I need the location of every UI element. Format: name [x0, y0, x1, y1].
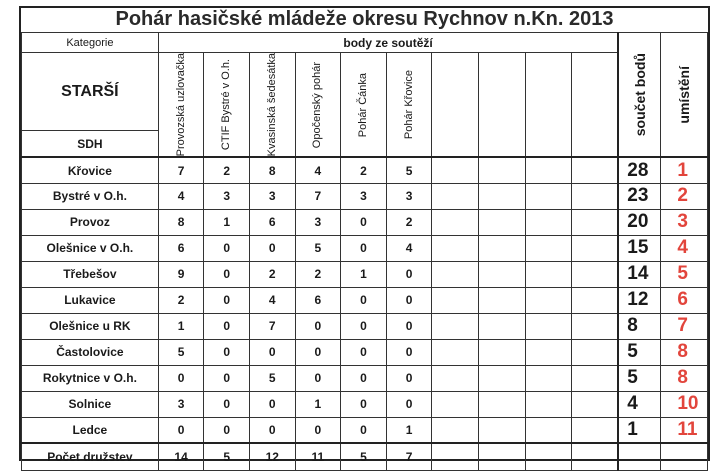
count-cell: 5 [341, 443, 387, 470]
comp-header-5 [386, 53, 432, 158]
place-cell: 2 [661, 183, 708, 209]
team-name: Třebešov [22, 261, 159, 287]
score-cell: 0 [204, 417, 250, 443]
score-cell: 2 [386, 209, 432, 235]
score-cell: 4 [158, 183, 204, 209]
score-cell: 3 [158, 391, 204, 417]
empty-cell [572, 209, 619, 235]
score-cell: 0 [341, 365, 387, 391]
score-cell: 0 [249, 235, 295, 261]
count-cell: 7 [386, 443, 432, 470]
score-cell: 6 [249, 209, 295, 235]
empty-cell [432, 183, 479, 209]
table-row [22, 339, 708, 365]
team-name: Olešnice u RK [22, 313, 159, 339]
sdh-label: SDH [22, 131, 159, 158]
total-cell: 5 [618, 339, 661, 365]
total-cell: 5 [618, 365, 661, 391]
score-cell: 2 [249, 261, 295, 287]
score-cell: 0 [386, 261, 432, 287]
comp-label-5: Pohár Křovice [402, 70, 415, 140]
empty-cell [478, 287, 525, 313]
score-cell: 2 [204, 157, 250, 183]
empty-cell [432, 157, 479, 183]
count-cell: 5 [204, 443, 250, 470]
empty-cell [478, 313, 525, 339]
team-name: Rokytnice v O.h. [22, 365, 159, 391]
footer-label: Počet družstev [22, 443, 159, 470]
score-cell: 0 [204, 339, 250, 365]
score-cell: 0 [249, 339, 295, 365]
comp-label-1: CTIF Bystré v O.h. [220, 59, 233, 151]
footer-row [22, 443, 708, 470]
score-cell: 0 [249, 417, 295, 443]
place-cell: 4 [661, 235, 708, 261]
category-label: STARŠÍ [22, 53, 159, 131]
empty-cell [525, 417, 572, 443]
score-cell: 0 [341, 391, 387, 417]
table-row [22, 313, 708, 339]
comp-header-1 [204, 53, 250, 158]
table-row [22, 287, 708, 313]
empty-cell [432, 235, 479, 261]
comp-label-2: Kvasinská šedesátka [265, 53, 278, 157]
team-name: Provoz [22, 209, 159, 235]
empty-cell [525, 157, 572, 183]
score-cell: 0 [204, 287, 250, 313]
score-cell: 0 [341, 209, 387, 235]
score-cell: 0 [341, 339, 387, 365]
comp-header-2 [249, 53, 295, 158]
total-cell: 8 [618, 313, 661, 339]
score-cell: 0 [341, 313, 387, 339]
score-cell: 0 [204, 391, 250, 417]
table-row [22, 235, 708, 261]
empty-cell [478, 339, 525, 365]
empty-cell [525, 391, 572, 417]
team-name: Solnice [22, 391, 159, 417]
score-cell: 0 [386, 287, 432, 313]
empty-cell [572, 313, 619, 339]
count-cell: 12 [249, 443, 295, 470]
table-row [22, 157, 708, 183]
score-cell: 3 [295, 209, 341, 235]
total-cell: 28 [618, 157, 661, 183]
team-name: Častolovice [22, 339, 159, 365]
score-cell: 0 [341, 287, 387, 313]
empty-cell [572, 157, 619, 183]
score-cell: 0 [204, 235, 250, 261]
score-cell: 0 [295, 365, 341, 391]
score-cell: 0 [341, 235, 387, 261]
score-cell: 0 [204, 313, 250, 339]
score-cell: 0 [295, 339, 341, 365]
score-cell: 5 [295, 235, 341, 261]
empty-cell [618, 443, 661, 470]
table-body [22, 33, 708, 471]
comp-label-0: Provozská uzlovačka [174, 53, 187, 157]
empty-cell [572, 365, 619, 391]
empty-header [432, 53, 479, 158]
table-row [22, 261, 708, 287]
empty-cell [432, 443, 479, 470]
place-label: umístění [676, 65, 693, 124]
score-cell: 1 [341, 261, 387, 287]
empty-cell [432, 339, 479, 365]
empty-cell [432, 209, 479, 235]
empty-cell [478, 157, 525, 183]
results-sheet [19, 6, 710, 465]
header-row-top [22, 33, 708, 53]
team-name: Ledce [22, 417, 159, 443]
score-cell: 7 [158, 157, 204, 183]
empty-cell [525, 287, 572, 313]
place-cell: 8 [661, 365, 708, 391]
header-row-mid [22, 53, 708, 131]
score-cell: 0 [158, 417, 204, 443]
empty-cell [432, 313, 479, 339]
score-cell: 5 [158, 339, 204, 365]
score-cell: 2 [341, 157, 387, 183]
empty-cell [525, 209, 572, 235]
empty-cell [525, 365, 572, 391]
score-cell: 3 [341, 183, 387, 209]
empty-cell [661, 443, 708, 470]
score-cell: 1 [204, 209, 250, 235]
place-cell: 6 [661, 287, 708, 313]
score-cell: 1 [158, 313, 204, 339]
score-cell: 0 [341, 417, 387, 443]
score-cell: 9 [158, 261, 204, 287]
score-cell: 4 [249, 287, 295, 313]
place-cell: 1 [661, 157, 708, 183]
empty-header [478, 53, 525, 158]
empty-cell [478, 443, 525, 470]
team-name: Křovice [22, 157, 159, 183]
score-cell: 0 [386, 339, 432, 365]
score-cell: 0 [295, 417, 341, 443]
comp-header-3 [295, 53, 341, 158]
empty-header [525, 53, 572, 158]
score-cell: 8 [249, 157, 295, 183]
results-table [21, 32, 708, 471]
empty-cell [525, 235, 572, 261]
score-cell: 0 [386, 391, 432, 417]
place-cell: 3 [661, 209, 708, 235]
score-cell: 5 [249, 365, 295, 391]
empty-cell [478, 261, 525, 287]
place-cell: 11 [661, 417, 708, 443]
score-cell: 6 [158, 235, 204, 261]
total-cell: 15 [618, 235, 661, 261]
score-cell: 2 [158, 287, 204, 313]
body-label: body ze soutěží [158, 33, 618, 53]
empty-header [572, 53, 619, 158]
place-cell: 5 [661, 261, 708, 287]
empty-cell [478, 417, 525, 443]
score-cell: 2 [295, 261, 341, 287]
place-cell: 8 [661, 339, 708, 365]
sum-header [618, 33, 661, 158]
score-cell: 3 [249, 183, 295, 209]
empty-cell [525, 261, 572, 287]
score-cell: 0 [386, 365, 432, 391]
count-cell: 11 [295, 443, 341, 470]
count-cell: 14 [158, 443, 204, 470]
table-row [22, 365, 708, 391]
place-cell: 7 [661, 313, 708, 339]
empty-cell [572, 287, 619, 313]
empty-cell [525, 339, 572, 365]
empty-cell [525, 443, 572, 470]
sheet-title: Pohár hasičské mládeže okresu Rychnov n.Kn. 2013 [115, 8, 614, 30]
team-name: Bystré v O.h. [22, 183, 159, 209]
score-cell: 0 [204, 261, 250, 287]
empty-cell [572, 339, 619, 365]
table-row [22, 391, 708, 417]
total-cell: 12 [618, 287, 661, 313]
empty-cell [525, 183, 572, 209]
score-cell: 1 [295, 391, 341, 417]
team-name: Lukavice [22, 287, 159, 313]
score-cell: 0 [386, 313, 432, 339]
total-cell: 20 [618, 209, 661, 235]
kategorie-label: Kategorie [22, 33, 159, 53]
score-cell: 8 [158, 209, 204, 235]
place-header [661, 33, 708, 158]
empty-cell [432, 261, 479, 287]
place-cell: 10 [661, 391, 708, 417]
empty-cell [478, 235, 525, 261]
empty-cell [478, 183, 525, 209]
empty-cell [478, 209, 525, 235]
comp-label-4: Pohár Čánka [356, 72, 369, 137]
team-name: Olešnice v O.h. [22, 235, 159, 261]
empty-cell [572, 235, 619, 261]
score-cell: 6 [295, 287, 341, 313]
total-cell: 14 [618, 261, 661, 287]
empty-cell [572, 417, 619, 443]
table-row [22, 417, 708, 443]
sum-label: součet bodů [631, 53, 648, 137]
comp-header-4 [341, 53, 387, 158]
score-cell: 1 [386, 417, 432, 443]
total-cell: 4 [618, 391, 661, 417]
score-cell: 5 [386, 157, 432, 183]
comp-label-3: Opočenský pohár [311, 61, 324, 148]
total-cell: 1 [618, 417, 661, 443]
comp-header-0 [158, 53, 204, 158]
score-cell: 3 [204, 183, 250, 209]
score-cell: 0 [249, 391, 295, 417]
score-cell: 4 [295, 157, 341, 183]
score-cell: 3 [386, 183, 432, 209]
empty-cell [572, 391, 619, 417]
total-cell: 23 [618, 183, 661, 209]
score-cell: 7 [249, 313, 295, 339]
table-row [22, 209, 708, 235]
empty-cell [478, 365, 525, 391]
empty-cell [572, 183, 619, 209]
empty-cell [432, 391, 479, 417]
table-row [22, 183, 708, 209]
empty-cell [432, 365, 479, 391]
score-cell: 0 [295, 313, 341, 339]
empty-cell [432, 287, 479, 313]
empty-cell [572, 261, 619, 287]
empty-cell [432, 417, 479, 443]
score-cell: 7 [295, 183, 341, 209]
empty-cell [478, 391, 525, 417]
empty-cell [525, 313, 572, 339]
score-cell: 0 [204, 365, 250, 391]
empty-cell [572, 443, 619, 470]
score-cell: 0 [158, 365, 204, 391]
score-cell: 4 [386, 235, 432, 261]
